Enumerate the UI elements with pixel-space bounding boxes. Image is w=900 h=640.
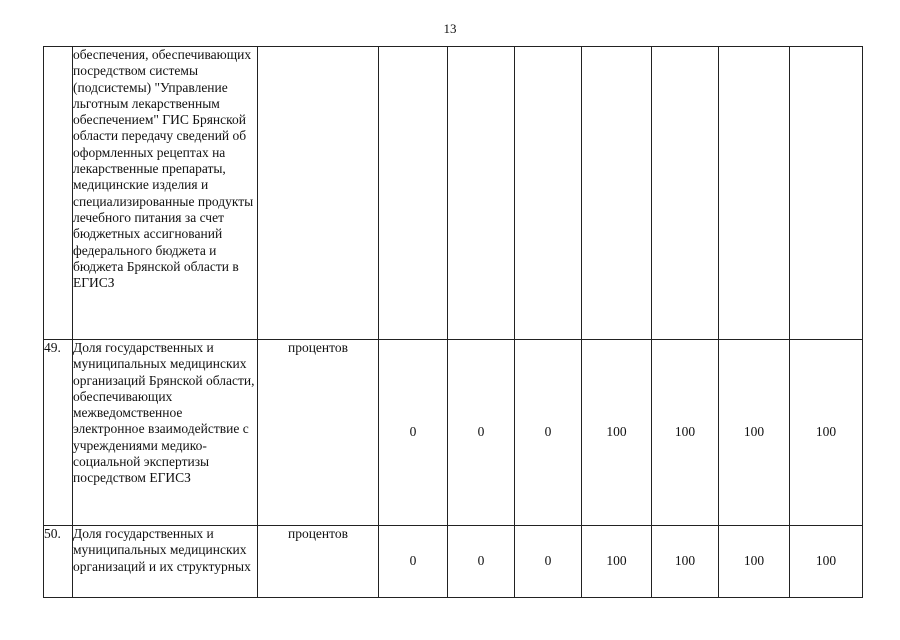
value-cell: 0 <box>379 340 448 526</box>
value-cell <box>652 47 719 340</box>
table-row <box>44 47 863 340</box>
value-cell: 0 <box>448 526 515 598</box>
indicator-name: Доля государственных и муниципальных медицинских организаций Брянской области, обеспечивающих межведомственное электронное взаимодействие с учреждениями медико-социальной экспертизы посредством ЕГИСЗ <box>73 340 258 526</box>
table-row <box>44 526 863 598</box>
unit-cell: процентов <box>258 526 379 598</box>
value-cell: 100 <box>582 526 652 598</box>
indicator-name: обеспечения, обеспечивающих посредством системы (подсистемы) "Управление льготным лекарственным обеспечением" ГИС Брянской области передачу сведений об оформленных рецептах на лекарственные препараты, медицинские изделия и специализированные продукты лечебного питания за счет бюджетных ассигнований федерального бюджета и бюджета Брянской области в ЕГИСЗ <box>73 47 258 340</box>
value-cell <box>379 47 448 340</box>
value-cell: 100 <box>719 340 790 526</box>
value-cell: 100 <box>790 340 863 526</box>
unit-cell <box>258 47 379 340</box>
value-cell <box>719 47 790 340</box>
value-cell: 0 <box>448 340 515 526</box>
indicators-table <box>43 46 863 598</box>
value-cell <box>515 47 582 340</box>
value-cell: 100 <box>790 526 863 598</box>
value-cell: 100 <box>582 340 652 526</box>
page-number: 13 <box>443 21 457 36</box>
row-number: 49. <box>44 340 73 526</box>
value-cell <box>790 47 863 340</box>
value-cell <box>582 47 652 340</box>
value-cell: 100 <box>652 526 719 598</box>
table-row <box>44 340 863 526</box>
value-cell: 0 <box>515 526 582 598</box>
value-cell: 100 <box>719 526 790 598</box>
indicator-name: Доля государственных и муниципальных медицинских организаций и их структурных <box>73 526 258 598</box>
value-cell <box>448 47 515 340</box>
value-cell: 0 <box>515 340 582 526</box>
value-cell: 100 <box>652 340 719 526</box>
row-number <box>44 47 73 340</box>
row-number: 50. <box>44 526 73 598</box>
value-cell: 0 <box>379 526 448 598</box>
unit-cell: процентов <box>258 340 379 526</box>
